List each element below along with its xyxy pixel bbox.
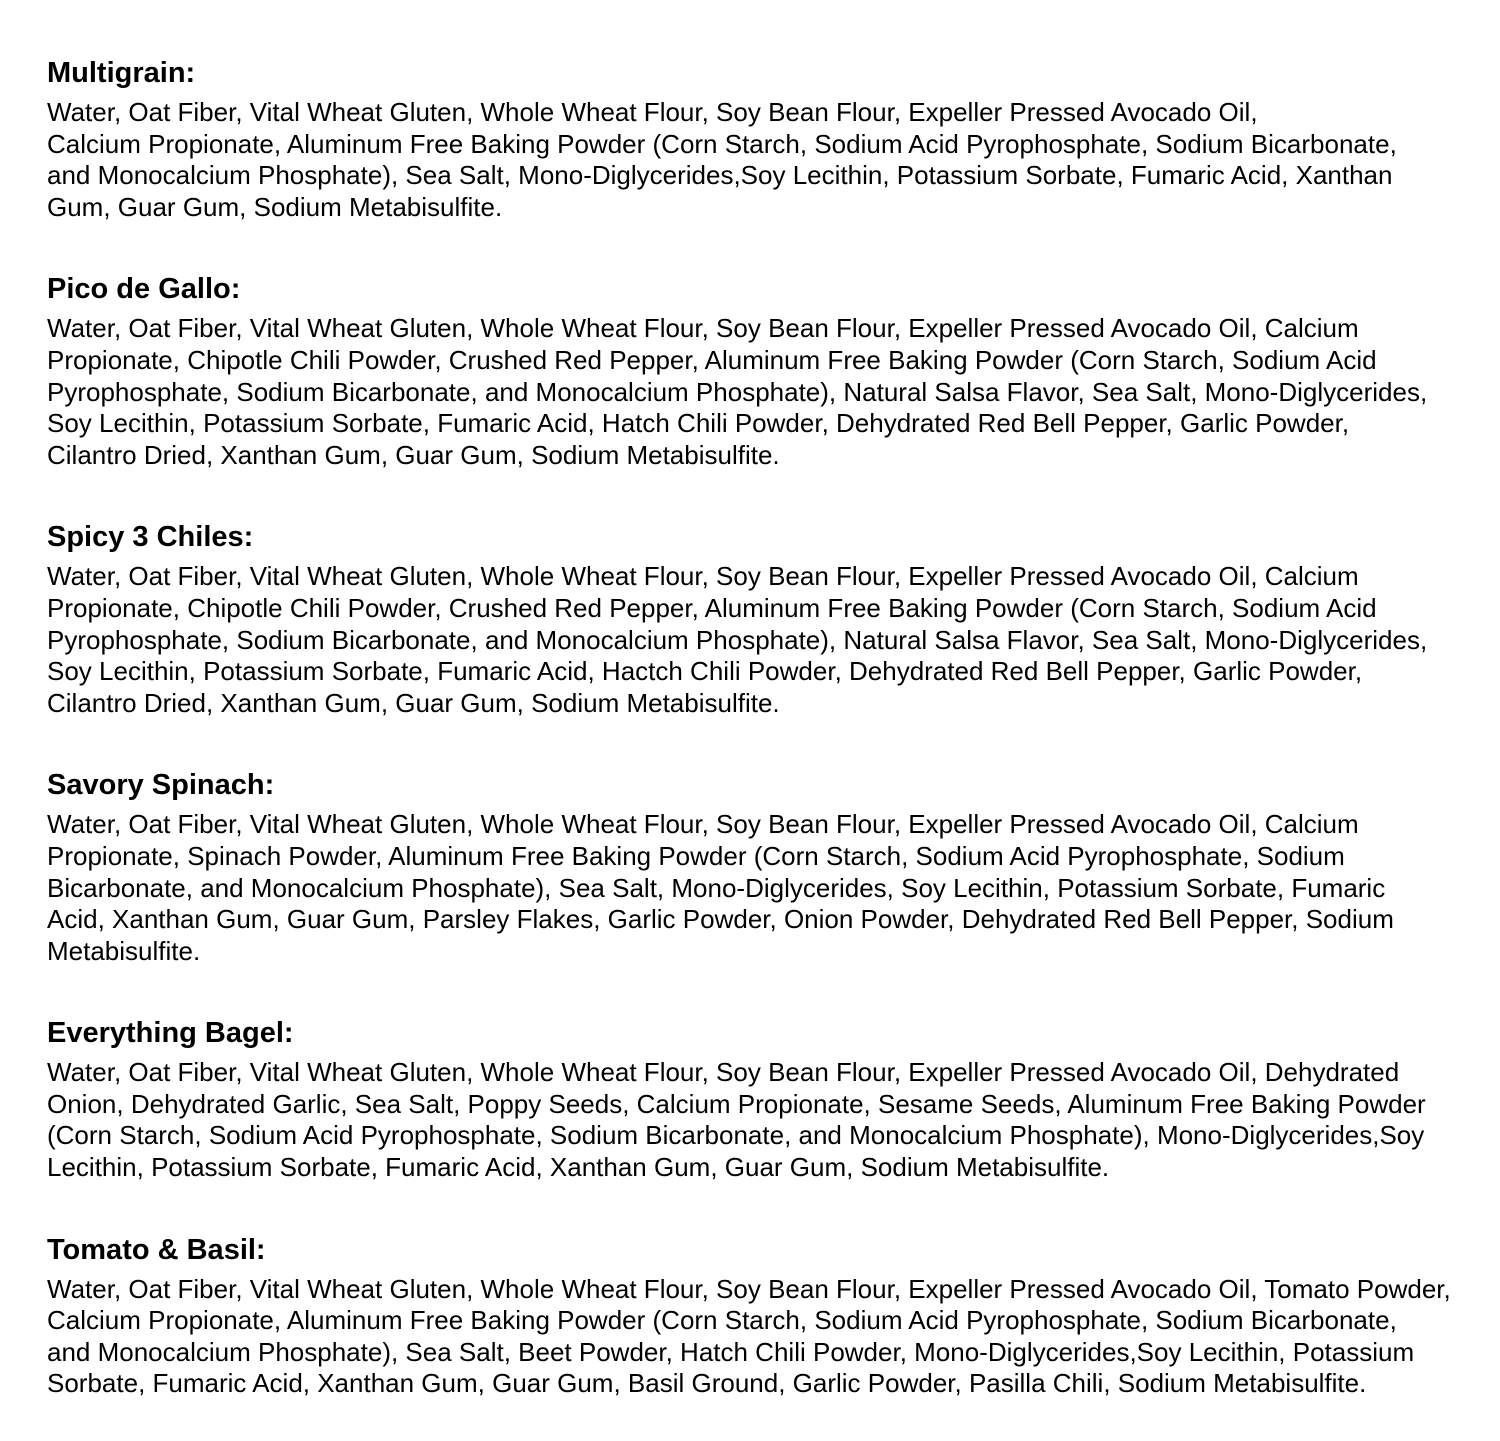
section-heading: Tomato & Basil: xyxy=(47,1233,266,1266)
section-heading: Pico de Gallo: xyxy=(47,273,241,306)
ingredient-section xyxy=(47,273,1470,471)
ingredient-line: Gum, Guar Gum, Sodium Metabisulfite. xyxy=(47,191,503,222)
ingredient-line: and Monocalcium Phosphate), Sea Salt, Mono-Diglycerides,Soy Lecithin, Potassium Sorbate, Fumaric Acid, Xanthan xyxy=(47,160,1393,191)
ingredient-line: Soy Lecithin, Potassium Sorbate, Fumaric Acid, Hatch Chili Powder, Dehydrated Red Bell Pepper, Garlic Powder, xyxy=(47,408,1350,439)
ingredient-line: Metabisulfite. xyxy=(47,935,201,966)
ingredient-line: Lecithin, Potassium Sorbate, Fumaric Acid, Xanthan Gum, Guar Gum, Sodium Metabisulfite. xyxy=(47,1152,1110,1183)
section-heading: Everything Bagel: xyxy=(47,1017,294,1050)
ingredient-line: Bicarbonate, and Monocalcium Phosphate), Sea Salt, Mono-Diglycerides, Soy Lecithin, Potassium Sorbate, Fumaric xyxy=(47,872,1386,903)
ingredient-line: Water, Oat Fiber, Vital Wheat Gluten, Whole Wheat Flour, Soy Bean Flour, Expeller Pressed Avocado Oil, xyxy=(47,97,1258,127)
ingredient-line: Onion, Dehydrated Garlic, Sea Salt, Poppy Seeds, Calcium Propionate, Sesame Seeds, Aluminum Free Baking Powder xyxy=(47,1088,1426,1119)
ingredient-line: Water, Oat Fiber, Vital Wheat Gluten, Whole Wheat Flour, Soy Bean Flour, Expeller Pressed Avocado Oil, Calcium xyxy=(47,809,1359,840)
section-heading: Spicy 3 Chiles: xyxy=(47,521,254,554)
ingredient-section xyxy=(47,521,1470,719)
ingredient-line: Propionate, Chipotle Chili Powder, Crushed Red Pepper, Aluminum Free Baking Powder (Corn Starch, Sodium Acid xyxy=(47,592,1377,623)
ingredient-section xyxy=(47,1017,1470,1183)
section-heading: Multigrain: xyxy=(47,57,196,89)
ingredient-line: Acid, Xanthan Gum, Guar Gum, Parsley Flakes, Garlic Powder, Onion Powder, Dehydrated Red Bell Pepper, Sodium xyxy=(47,904,1394,935)
ingredient-line: Water, Oat Fiber, Vital Wheat Gluten, Whole Wheat Flour, Soy Bean Flour, Expeller Pressed Avocado Oil, Calcium xyxy=(47,561,1359,592)
ingredient-line: Water, Oat Fiber, Vital Wheat Gluten, Whole Wheat Flour, Soy Bean Flour, Expeller Pressed Avocado Oil, Tomato Powder, xyxy=(47,1273,1451,1304)
ingredient-line: Water, Oat Fiber, Vital Wheat Gluten, Whole Wheat Flour, Soy Bean Flour, Expeller Pressed Avocado Oil, Dehydrated xyxy=(47,1057,1400,1088)
ingredient-line: Water, Oat Fiber, Vital Wheat Gluten, Whole Wheat Flour, Soy Bean Flour, Expeller Pressed Avocado Oil, Calcium xyxy=(47,313,1359,344)
ingredient-line: Sorbate, Fumaric Acid, Xanthan Gum, Guar Gum, Basil Ground, Garlic Powder, Pasilla Chili, Sodium Metabisulfite. xyxy=(47,1368,1367,1399)
ingredient-section xyxy=(47,57,1470,223)
section-ingredient-lines xyxy=(47,561,1470,719)
section-ingredient-lines xyxy=(47,809,1470,967)
ingredient-line: Propionate, Chipotle Chili Powder, Crushed Red Pepper, Aluminum Free Baking Powder (Corn Starch, Sodium Acid xyxy=(47,344,1377,375)
ingredient-line: Soy Lecithin, Potassium Sorbate, Fumaric Acid, Hactch Chili Powder, Dehydrated Red Bell Pepper, Garlic Powder, xyxy=(47,656,1363,687)
section-heading: Savory Spinach: xyxy=(47,769,275,802)
ingredient-line: Calcium Propionate, Aluminum Free Baking Powder (Corn Starch, Sodium Acid Pyrophosphate, Sodium Bicarbonate, xyxy=(47,1305,1397,1336)
ingredient-line: Pyrophosphate, Sodium Bicarbonate, and Monocalcium Phosphate), Natural Salsa Flavor, Sea Salt, Mono-Diglycerides, xyxy=(47,624,1428,655)
ingredient-line: Calcium Propionate, Aluminum Free Baking Powder (Corn Starch, Sodium Acid Pyrophosphate, Sodium Bicarbonate, xyxy=(47,128,1397,159)
sections-container xyxy=(47,57,1470,1400)
section-ingredient-lines xyxy=(47,97,1470,223)
ingredient-line: and Monocalcium Phosphate), Sea Salt, Beet Powder, Hatch Chili Powder, Mono-Diglycerides,Soy Lecithin, Potassium xyxy=(47,1336,1415,1367)
ingredient-line: Cilantro Dried, Xanthan Gum, Guar Gum, Sodium Metabisulfite. xyxy=(47,687,780,718)
ingredient-line: Cilantro Dried, Xanthan Gum, Guar Gum, Sodium Metabisulfite. xyxy=(47,439,780,470)
ingredient-line: Pyrophosphate, Sodium Bicarbonate, and Monocalcium Phosphate), Natural Salsa Flavor, Sea Salt, Mono-Diglycerides, xyxy=(47,376,1428,407)
ingredient-section xyxy=(47,1234,1470,1400)
ingredient-section xyxy=(47,769,1470,967)
section-ingredient-lines xyxy=(47,1057,1470,1183)
ingredient-line: (Corn Starch, Sodium Acid Pyrophosphate, Sodium Bicarbonate, and Monocalcium Phosphate), Mono-Diglycerides,Soy xyxy=(47,1120,1425,1151)
section-ingredient-lines xyxy=(47,1274,1470,1400)
section-ingredient-lines xyxy=(47,313,1470,471)
ingredient-line: Propionate, Spinach Powder, Aluminum Free Baking Powder (Corn Starch, Sodium Acid Pyrophosphate, Sodium xyxy=(47,840,1345,871)
